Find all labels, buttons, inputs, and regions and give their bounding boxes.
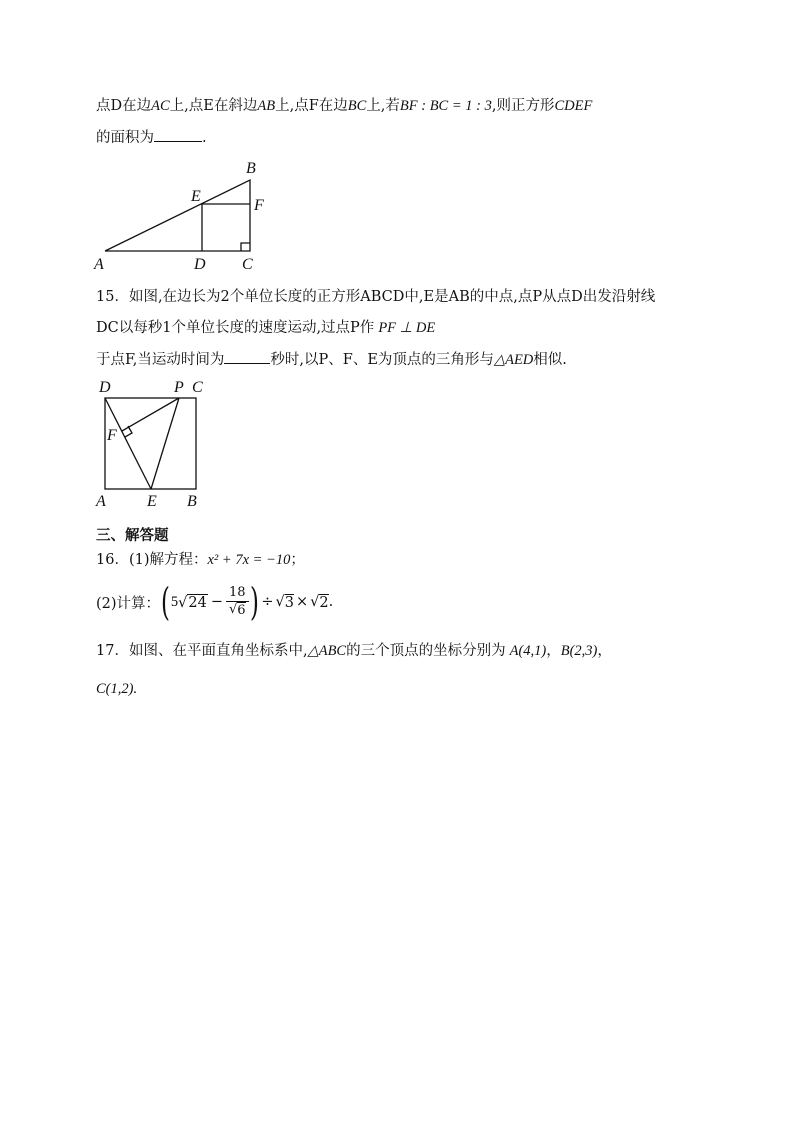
q16-part1-label: 16．(1)解方程： [96,552,208,568]
fig1-label-d: D [194,256,206,273]
fig2-label-a: A [96,493,106,510]
fig1-label-a: A [94,256,104,273]
q15-line1 [96,287,655,307]
q14-area-text: 的面积为 [96,130,154,146]
right-paren: ) [249,580,259,624]
q14-text-4: 上,若 [366,98,400,114]
figure-triangle-square [90,155,280,275]
q14-text-5: ,则正方形 [491,98,555,114]
q17-line2 [96,679,137,699]
right-angle-mark-f [125,426,132,437]
q16-part2 [96,580,333,624]
q15-text-1: 15．如图,在边长为2个单位长度的正方形ABCD中,E是AB的中点,点P从点D出发沿射线 [96,289,656,305]
radical-3 [276,594,294,611]
q15-text-5: 相似. [533,352,567,368]
q16-part1 [96,550,305,570]
q14-ratio: BF : BC = 1 : 3 [399,98,492,114]
q15-triangle-math: △AED [493,352,534,368]
q14-line2 [96,127,207,148]
q17-comma-2: ， [597,643,612,659]
q15-text-4: 秒时,以P、F、E为顶点的三角形与 [270,352,494,368]
q17-triangle: △ABC [307,643,347,659]
radical-sign-icon: √ [310,593,320,610]
q16-part1-end: ； [290,552,305,568]
q17-text-2: 的三个顶点的坐标分别为 [346,643,506,659]
radical-2 [310,594,328,611]
q14-end-period: . [202,130,207,146]
q14-text-1: 点D在边 [96,98,152,114]
q14-seg-ab: AB [257,98,276,114]
q17-point-a: A(4,1) [509,643,547,659]
q17-comma-1: ， [546,643,561,659]
section-title: 三、解答题 [96,527,169,544]
triangle-outline [105,180,250,251]
fig2-label-f: F [107,427,117,444]
q15-answer-blank [224,349,270,364]
fig1-label-f: F [254,197,264,214]
q17-point-c: C(1,2). [96,681,138,697]
fig1-label-c: C [242,256,253,273]
times-sign: × [296,594,309,610]
radical-sign-icon: √ [228,602,238,617]
minus-sign: − [210,594,223,610]
fig1-label-e: E [191,188,201,205]
fig2-label-c: C [192,379,203,396]
radical-sign-icon: √ [178,594,188,611]
radical-sign-icon: √ [275,593,285,610]
q14-line1 [96,96,592,116]
q17-line1 [96,641,612,661]
left-paren: ( [161,580,170,624]
fig2-label-p: P [174,379,184,396]
q15-line3 [96,349,567,370]
q14-square-name: CDEF [554,98,593,114]
radical-24 [178,594,208,611]
q17-text-1: 17．如图、在平面直角坐标系中, [96,643,308,659]
fig2-label-b: B [187,493,197,510]
section-heading [96,526,169,546]
q14-text-3: 上,点F在边 [275,98,348,114]
radicand-2: 2 [319,594,329,611]
radicand-6: 6 [237,603,246,618]
q16-end-period: . [328,594,334,610]
fig2-label-e: E [147,493,157,510]
square-abcd [105,398,196,489]
figure-square-triangle [95,376,215,511]
q15-text-3: 于点F,当运动时间为 [96,352,225,368]
q16-equation: x² + 7x = −10 [207,552,291,568]
q15-text-2: DC以每秒1个单位长度的速度运动,过点P作 [96,320,375,336]
q14-answer-blank [154,127,202,142]
divide-sign: ÷ [261,594,274,610]
q14-text-2: 上,点E在斜边 [169,98,258,114]
q15-perp-math: PF ⊥ DE [378,320,436,336]
q14-seg-bc: BC [347,98,367,114]
radicand-3: 3 [284,594,294,611]
right-angle-mark [241,243,250,251]
radicand-24: 24 [188,594,207,611]
denominator [229,602,246,619]
numerator: 18 [226,585,249,602]
fig1-label-b: B [246,160,256,177]
q16-coef: 5 [170,593,179,610]
fraction [226,585,249,619]
fig2-label-d: D [99,379,111,396]
q17-point-b: B(2,3) [560,643,598,659]
q15-line2 [96,318,435,338]
q16-part2-label: (2)计算： [96,595,161,612]
q14-seg-ac: AC [151,98,170,114]
